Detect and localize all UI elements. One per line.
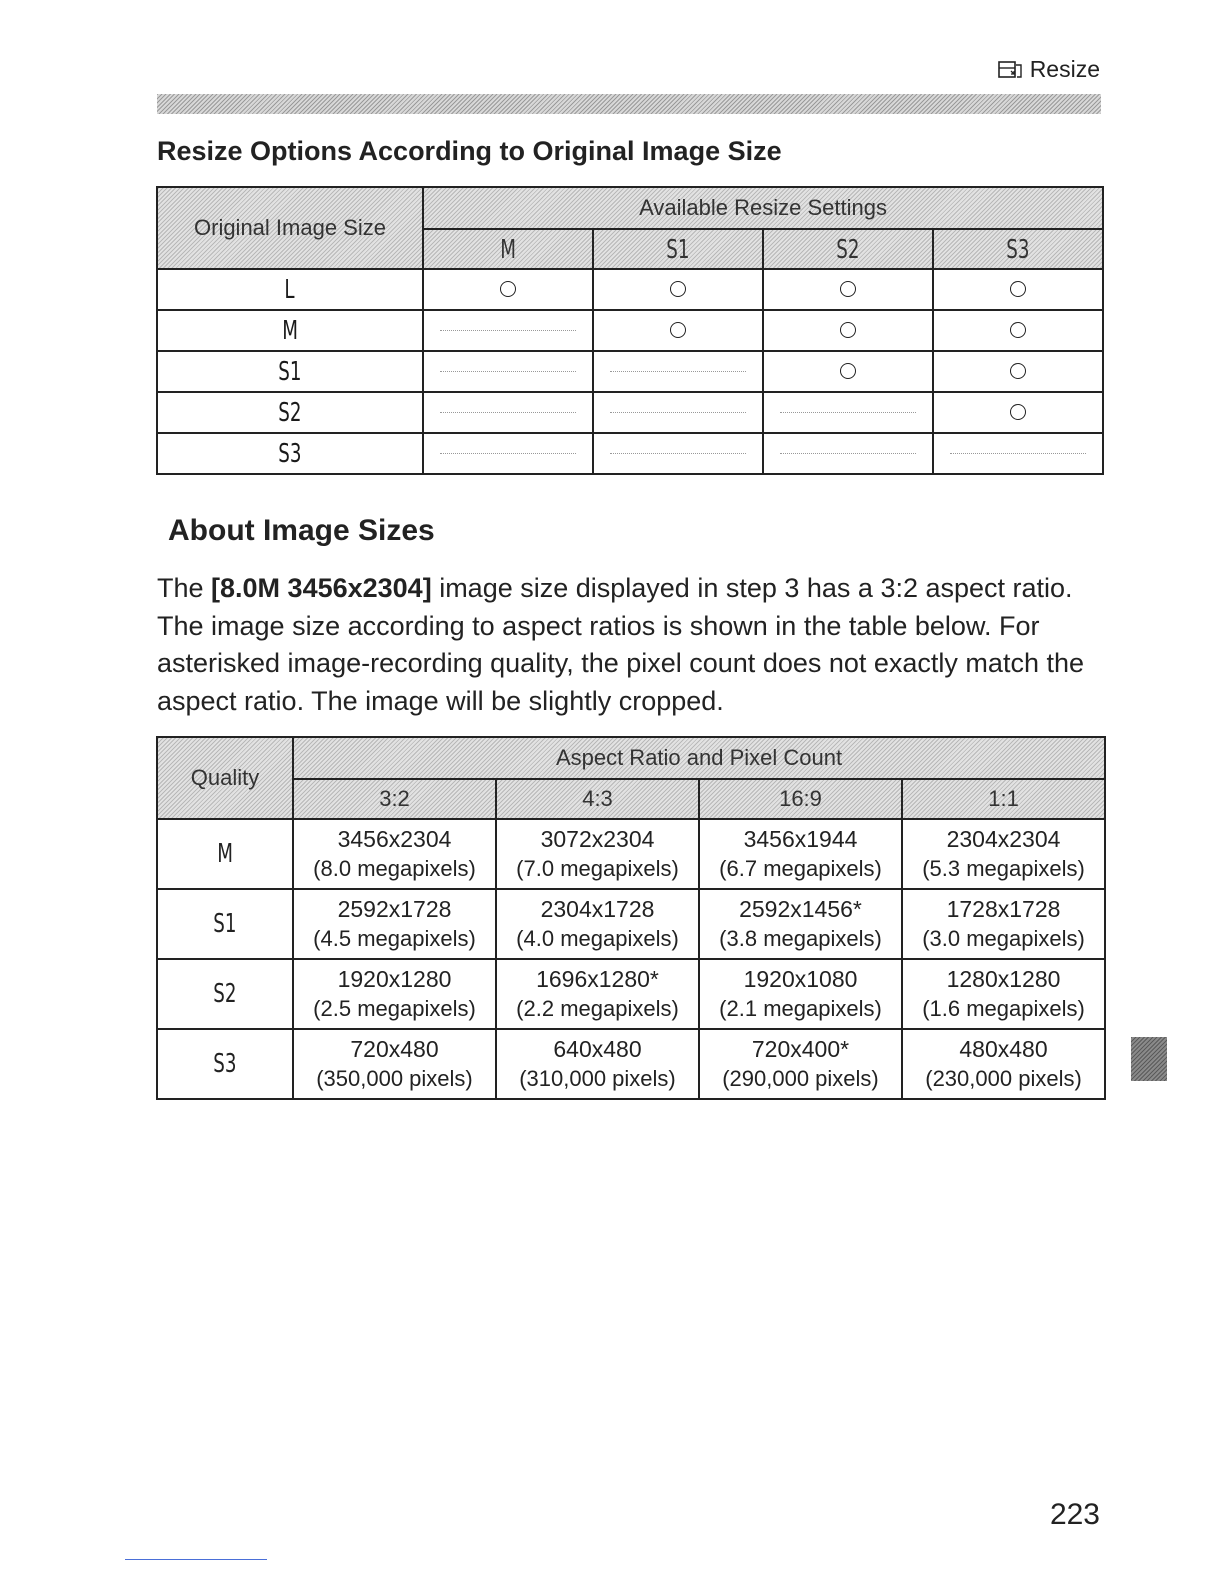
available-circle-icon (670, 322, 686, 338)
pixel-count-cell (902, 959, 1105, 1029)
about-text-prefix: The (157, 573, 212, 603)
pixel-count-cell (293, 959, 496, 1029)
pixel-total: (7.0 megapixels) (516, 856, 679, 881)
unavailable-dotted-line (780, 412, 916, 413)
quality-label: M (217, 839, 233, 869)
quality-cell (157, 889, 293, 959)
quality-cell (157, 819, 293, 889)
unavailable-cell (423, 392, 593, 433)
aspect-ratio-header: Aspect Ratio and Pixel Count (293, 737, 1105, 779)
available-cell (763, 351, 933, 392)
pixel-count-cell (496, 889, 699, 959)
pixel-count-cell (293, 1029, 496, 1099)
unavailable-cell (593, 392, 763, 433)
chapter-side-tab (1131, 1037, 1167, 1081)
unavailable-dotted-line (610, 371, 746, 372)
resize-setting-header (763, 229, 933, 269)
pixel-total: (290,000 pixels) (722, 1066, 879, 1091)
available-circle-icon (840, 281, 856, 297)
about-text-bold: [8.0M 3456x2304] (211, 573, 432, 603)
unavailable-dotted-line (440, 371, 576, 372)
pixel-total: (4.0 megapixels) (516, 926, 679, 951)
original-size-cell (157, 269, 423, 310)
pixel-dimensions: 1696x1280* (536, 966, 659, 992)
pixel-total: (2.1 megapixels) (719, 996, 882, 1021)
unavailable-cell (933, 433, 1103, 474)
resize-setting-label: S3 (1006, 234, 1030, 265)
unavailable-dotted-line (440, 453, 576, 454)
header-title: Resize (1029, 56, 1100, 82)
pixel-dimensions: 720x480 (350, 1036, 439, 1062)
pixel-dimensions: 1920x1280 (337, 966, 452, 992)
pixel-total: (8.0 megapixels) (313, 856, 476, 881)
resize-setting-label: S2 (836, 234, 860, 265)
available-cell (933, 269, 1103, 310)
original-size-label: S2 (278, 397, 302, 428)
pixel-dimensions: 2592x1728 (337, 896, 452, 922)
pixel-count-cell (699, 1029, 902, 1099)
pixel-total: (4.5 megapixels) (313, 926, 476, 951)
pixel-dimensions: 480x480 (959, 1036, 1048, 1062)
unavailable-dotted-line (440, 412, 576, 413)
pixel-total: (310,000 pixels) (519, 1066, 676, 1091)
available-circle-icon (1010, 281, 1026, 297)
aspect-ratio-table (156, 736, 1106, 1100)
resize-row (157, 433, 1103, 474)
available-cell (933, 351, 1103, 392)
unavailable-cell (423, 433, 593, 474)
pixel-total: (230,000 pixels) (925, 1066, 1082, 1091)
pixel-count-cell (293, 819, 496, 889)
resize-setting-label: S1 (666, 234, 690, 265)
resize-setting-header (593, 229, 763, 269)
pixel-total: (5.3 megapixels) (922, 856, 1085, 881)
quality-label: S3 (213, 1049, 237, 1079)
pixel-dimensions: 3072x2304 (540, 826, 655, 852)
about-body-text (157, 570, 1107, 720)
footer-underline (125, 1559, 267, 1560)
quality-cell (157, 1029, 293, 1099)
quality-row (157, 959, 1105, 1029)
pixel-dimensions: 2304x2304 (946, 826, 1061, 852)
resize-row (157, 351, 1103, 392)
unavailable-cell (423, 351, 593, 392)
available-cell (933, 392, 1103, 433)
quality-header: Quality (157, 737, 293, 819)
pixel-count-cell (496, 959, 699, 1029)
pixel-count-cell (699, 819, 902, 889)
pixel-dimensions: 1920x1080 (743, 966, 858, 992)
unavailable-dotted-line (610, 412, 746, 413)
available-circle-icon (1010, 363, 1026, 379)
original-size-cell (157, 351, 423, 392)
about-section-title: About Image Sizes (168, 514, 435, 547)
pixel-total: (6.7 megapixels) (719, 856, 882, 881)
original-size-header: Original Image Size (157, 187, 423, 269)
page-header (998, 56, 1100, 83)
pixel-dimensions: 3456x2304 (337, 826, 452, 852)
pixel-count-cell (699, 959, 902, 1029)
pixel-total: (3.0 megapixels) (922, 926, 1085, 951)
original-size-label: M (282, 315, 298, 346)
resize-row (157, 310, 1103, 351)
aspect-ratio-col-header: 3:2 (293, 779, 496, 819)
pixel-total: (2.2 megapixels) (516, 996, 679, 1021)
page-number: 223 (1049, 1498, 1100, 1531)
unavailable-cell (763, 392, 933, 433)
pixel-dimensions: 640x480 (553, 1036, 642, 1062)
header-hatch-bar (157, 94, 1101, 114)
pixel-count-cell (496, 1029, 699, 1099)
quality-row (157, 1029, 1105, 1099)
about-text-rest: image size displayed in step 3 has a 3:2 aspect ratio. The image size according to aspect ratios is shown in the table below. For asterisked image-recording quality, the pixel count does not exactly match the aspect ratio. The image will be slightly cropped. (157, 573, 1084, 716)
available-cell (423, 269, 593, 310)
resize-setting-header (423, 229, 593, 269)
resize-row (157, 392, 1103, 433)
available-settings-header: Available Resize Settings (423, 187, 1103, 229)
resize-icon (998, 61, 1022, 79)
unavailable-dotted-line (610, 453, 746, 454)
available-circle-icon (1010, 404, 1026, 420)
available-circle-icon (840, 363, 856, 379)
aspect-ratio-col-header: 16:9 (699, 779, 902, 819)
pixel-count-cell (496, 819, 699, 889)
quality-cell (157, 959, 293, 1029)
pixel-total: (1.6 megapixels) (922, 996, 1085, 1021)
unavailable-cell (763, 433, 933, 474)
pixel-dimensions: 2304x1728 (540, 896, 655, 922)
resize-section-title: Resize Options According to Original Image Size (157, 136, 782, 166)
quality-label: S1 (213, 909, 237, 939)
available-circle-icon (840, 322, 856, 338)
unavailable-cell (423, 310, 593, 351)
pixel-count-cell (699, 889, 902, 959)
available-cell (763, 269, 933, 310)
pixel-dimensions: 1280x1280 (946, 966, 1061, 992)
pixel-count-cell (902, 889, 1105, 959)
original-size-cell (157, 310, 423, 351)
original-size-label: L (284, 274, 296, 305)
available-cell (593, 269, 763, 310)
aspect-ratio-col-header: 4:3 (496, 779, 699, 819)
available-cell (763, 310, 933, 351)
pixel-total: (350,000 pixels) (316, 1066, 473, 1091)
unavailable-cell (593, 433, 763, 474)
aspect-ratio-col-header: 1:1 (902, 779, 1105, 819)
pixel-dimensions: 720x400* (751, 1036, 850, 1062)
quality-row (157, 819, 1105, 889)
pixel-dimensions: 3456x1944 (743, 826, 858, 852)
resize-row (157, 269, 1103, 310)
unavailable-dotted-line (440, 330, 576, 331)
resize-options-table (156, 186, 1104, 475)
pixel-dimensions: 2592x1456* (739, 896, 862, 922)
unavailable-dotted-line (780, 453, 916, 454)
pixel-count-cell (293, 889, 496, 959)
original-size-label: S1 (278, 356, 302, 387)
available-cell (933, 310, 1103, 351)
quality-row (157, 889, 1105, 959)
pixel-total: (3.8 megapixels) (719, 926, 882, 951)
available-cell (593, 310, 763, 351)
unavailable-dotted-line (950, 453, 1086, 454)
available-circle-icon (670, 281, 686, 297)
original-size-label: S3 (278, 438, 302, 469)
available-circle-icon (500, 281, 516, 297)
quality-label: S2 (213, 979, 237, 1009)
resize-setting-header (933, 229, 1103, 269)
available-circle-icon (1010, 322, 1026, 338)
original-size-cell (157, 433, 423, 474)
pixel-dimensions: 1728x1728 (946, 896, 1061, 922)
resize-setting-label: M (500, 234, 516, 265)
pixel-total: (2.5 megapixels) (313, 996, 476, 1021)
original-size-cell (157, 392, 423, 433)
pixel-count-cell (902, 1029, 1105, 1099)
pixel-count-cell (902, 819, 1105, 889)
unavailable-cell (593, 351, 763, 392)
